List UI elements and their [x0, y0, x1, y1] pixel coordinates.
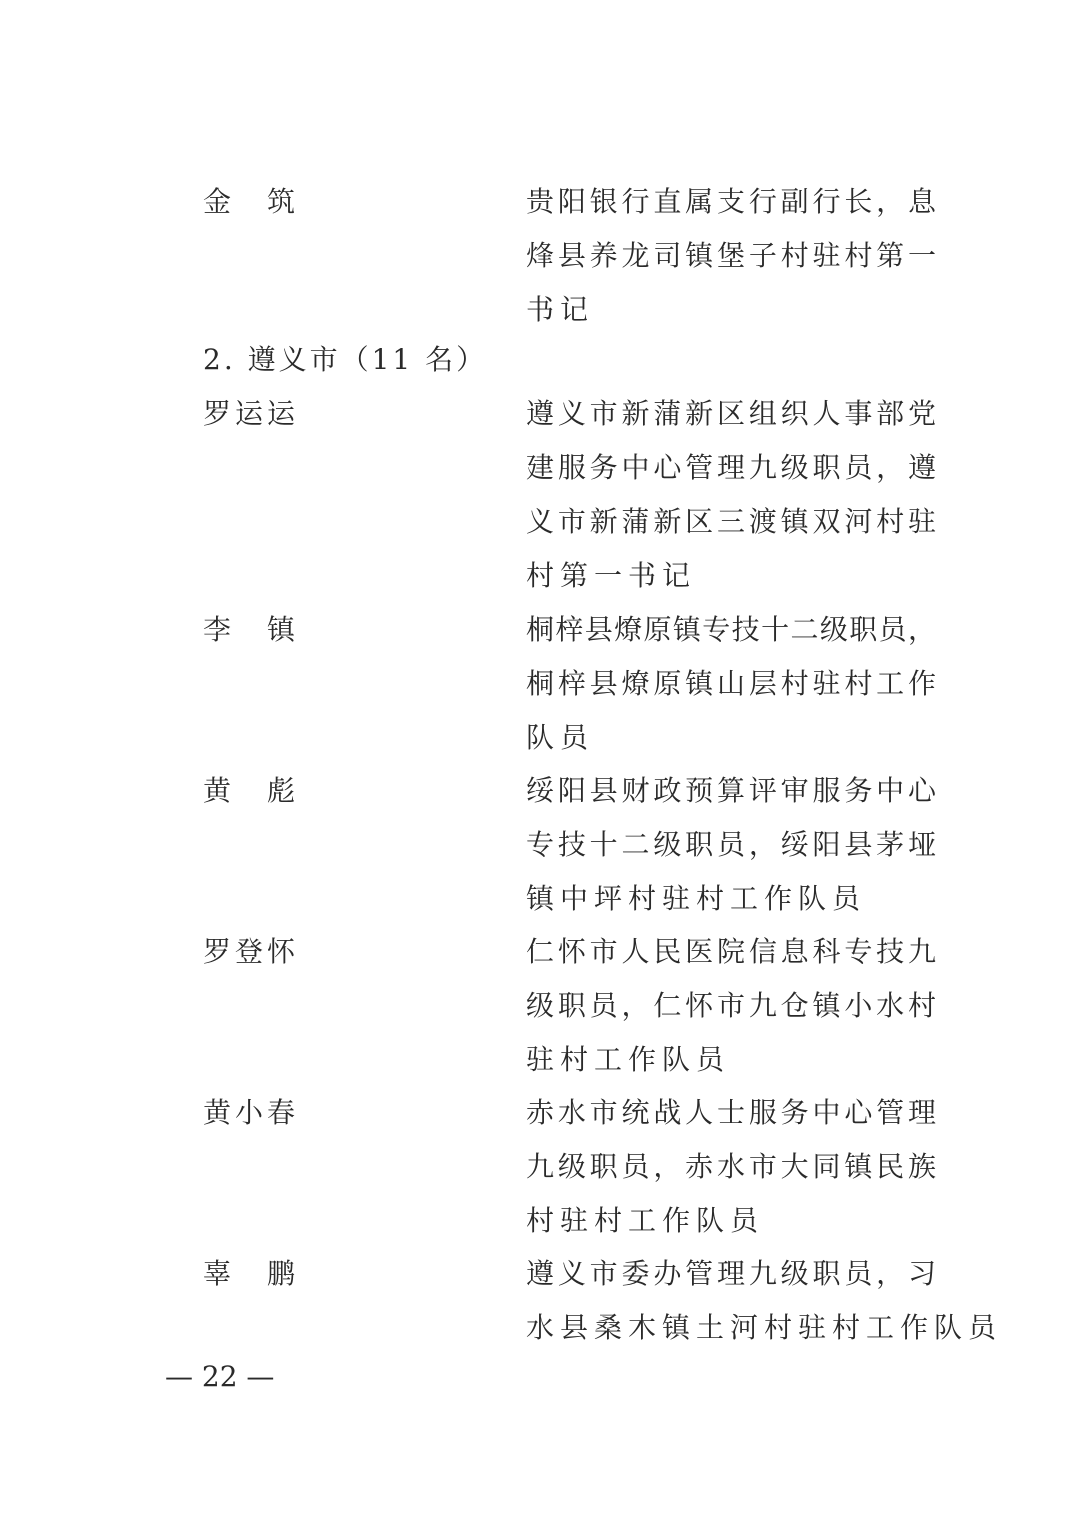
entry-description-line: 赤水市统战人士服务中心管理 [526, 1096, 936, 1129]
entry-description-line: 义市新蒲新区三渡镇双河村驻 [526, 505, 936, 538]
entry-name: 罗登怀 [203, 935, 300, 968]
entry-description-line: 九级职员，赤水市大同镇民族 [526, 1150, 936, 1183]
entry-name: 黄小春 [203, 1096, 300, 1129]
entry-description-line: 遵义市委办管理九级职员，习 [526, 1257, 936, 1290]
page-number: — 22 — [165, 1360, 275, 1393]
entry-name: 黄 彪 [203, 774, 300, 807]
entry-description-line: 村驻村工作队员 [526, 1204, 765, 1237]
entry-description-line: 水县桑木镇土河村驻村工作队员 [526, 1311, 1003, 1344]
entry-description-line: 书记 [526, 293, 595, 326]
entry-description-line: 绥阳县财政预算评审服务中心 [526, 774, 936, 807]
entry-description [526, 185, 936, 350]
entry-description-line: 队员 [526, 721, 595, 754]
entry-description [526, 1096, 936, 1261]
entry-description-line: 桐梓县燎原镇专技十二级职员， [526, 613, 936, 646]
entry-description [526, 613, 936, 778]
entry-description-line: 贵阳银行直属支行副行长，息 [526, 185, 936, 218]
entry-name: 辜 鹏 [203, 1257, 300, 1290]
entry-description [526, 774, 936, 939]
entry-description-line: 级职员，仁怀市九仓镇小水村 [526, 989, 936, 1022]
entry-description-line: 烽县养龙司镇堡子村驻村第一 [526, 239, 936, 272]
entry-name: 罗运运 [203, 397, 300, 430]
entry-description-line: 遵义市新蒲新区组织人事部党 [526, 397, 936, 430]
entry-description-line: 仁怀市人民医院信息科专技九 [526, 935, 936, 968]
entry-description [526, 1257, 1003, 1368]
entry-description-line: 建服务中心管理九级职员，遵 [526, 451, 936, 484]
entry-description [526, 397, 936, 616]
entry-name: 金 筑 [203, 185, 300, 218]
entry-description-line: 桐梓县燎原镇山层村驻村工作 [526, 667, 936, 700]
entry-description-line: 镇中坪村驻村工作队员 [526, 882, 867, 915]
section-heading: 2. 遵义市（11 名） [203, 343, 488, 376]
entry-description-line: 驻村工作队员 [526, 1043, 731, 1076]
entry-name: 李 镇 [203, 613, 300, 646]
entry-description-line: 专技十二级职员，绥阳县茅垭 [526, 828, 936, 861]
entry-description-line: 村第一书记 [526, 559, 697, 592]
entry-description [526, 935, 936, 1100]
